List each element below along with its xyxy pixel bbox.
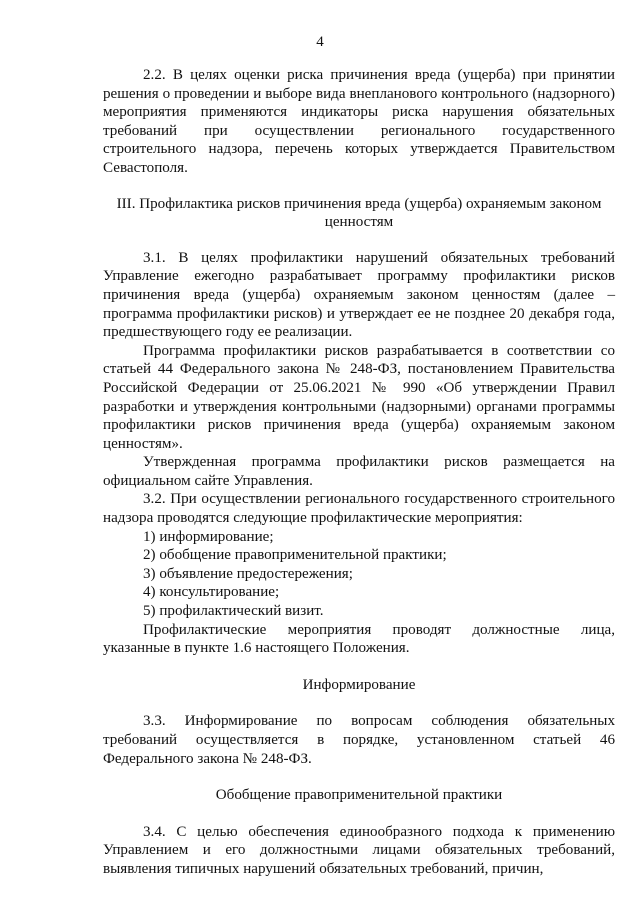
page-content — [103, 66, 615, 879]
measure-item: 3) объявление предостережения; — [143, 565, 353, 582]
paragraph-3-1: 3.1. В целях профилактики нарушений обязательных требований Управление ежегодно разрабатывает программу профилактики рисков причинения вреда (ущерба) охраняемым законом ценностям (далее – программа профилактики рисков) и утверждает ее не позднее 20 декабря года, предшествующего году ее реализации. — [103, 249, 615, 341]
subheading-informing: Информирование — [302, 676, 416, 693]
paragraph-3-2-officials: Профилактические мероприятия проводят должностные лица, указанные в пункте 1.6 настоящего Положения. — [103, 621, 615, 657]
section-heading-iii: III. Профилактика рисков причинения вреда (ущерба) охраняемым законом ценностям — [116, 195, 602, 231]
page-number: 4 — [316, 34, 324, 50]
spacer — [103, 805, 615, 823]
paragraph-3-4: 3.4. С целью обеспечения единообразного подхода к применению Управлением и его должностными лицами обязательных требований, выявления типичных нарушений обязательных требований, причин, — [103, 823, 615, 877]
measure-item: 5) профилактический визит. — [143, 603, 324, 620]
paragraph-3-1-publication: Утвержденная программа профилактики рисков размещается на официальном сайте Управления. — [103, 454, 615, 489]
measure-item: 4) консультирование; — [143, 584, 280, 601]
paragraph-3-2: 3.2. При осуществлении регионального государственного строительного надзора проводятся следующие профилактические мероприятия: — [103, 491, 615, 527]
subheading-generalization: Обобщение правоприменительной практики — [215, 787, 503, 804]
paragraph-3-1-program: Программа профилактики рисков разрабатывается в соответствии со статьей 44 Федерального закона № 248-ФЗ, постановлением Правительства Российской Федерации от 25.06.2021 № 990 «Об утверждении Правил разработки и утверждения контрольными (надзорными) органами программы профилактики рисков причинения вреда (ущерба) охраняемым законом ценностям». — [103, 342, 615, 452]
paragraph-2-2: 2.2. В целях оценки риска причинения вреда (ущерба) при принятии решения о проведении и выборе вида внепланового контрольного (надзорного) мероприятия применяются индикаторы риска нарушения обязательных требований при осуществлении регионального государственного строительного надзора, перечень которых утверждается Правительством Севастополя. — [103, 67, 615, 176]
measure-item: 2) обобщение правоприменительной практики; — [143, 547, 447, 564]
spacer — [103, 658, 615, 676]
spacer — [103, 768, 615, 786]
spacer — [103, 178, 615, 195]
spacer — [103, 694, 615, 712]
spacer — [103, 232, 615, 249]
measure-item: 1) информирование; — [143, 528, 274, 545]
paragraph-3-3: 3.3. Информирование по вопросам соблюдения обязательных требований осуществляется в порядке, установленном статьей 46 Федерального закона № 248-ФЗ. — [103, 713, 615, 767]
